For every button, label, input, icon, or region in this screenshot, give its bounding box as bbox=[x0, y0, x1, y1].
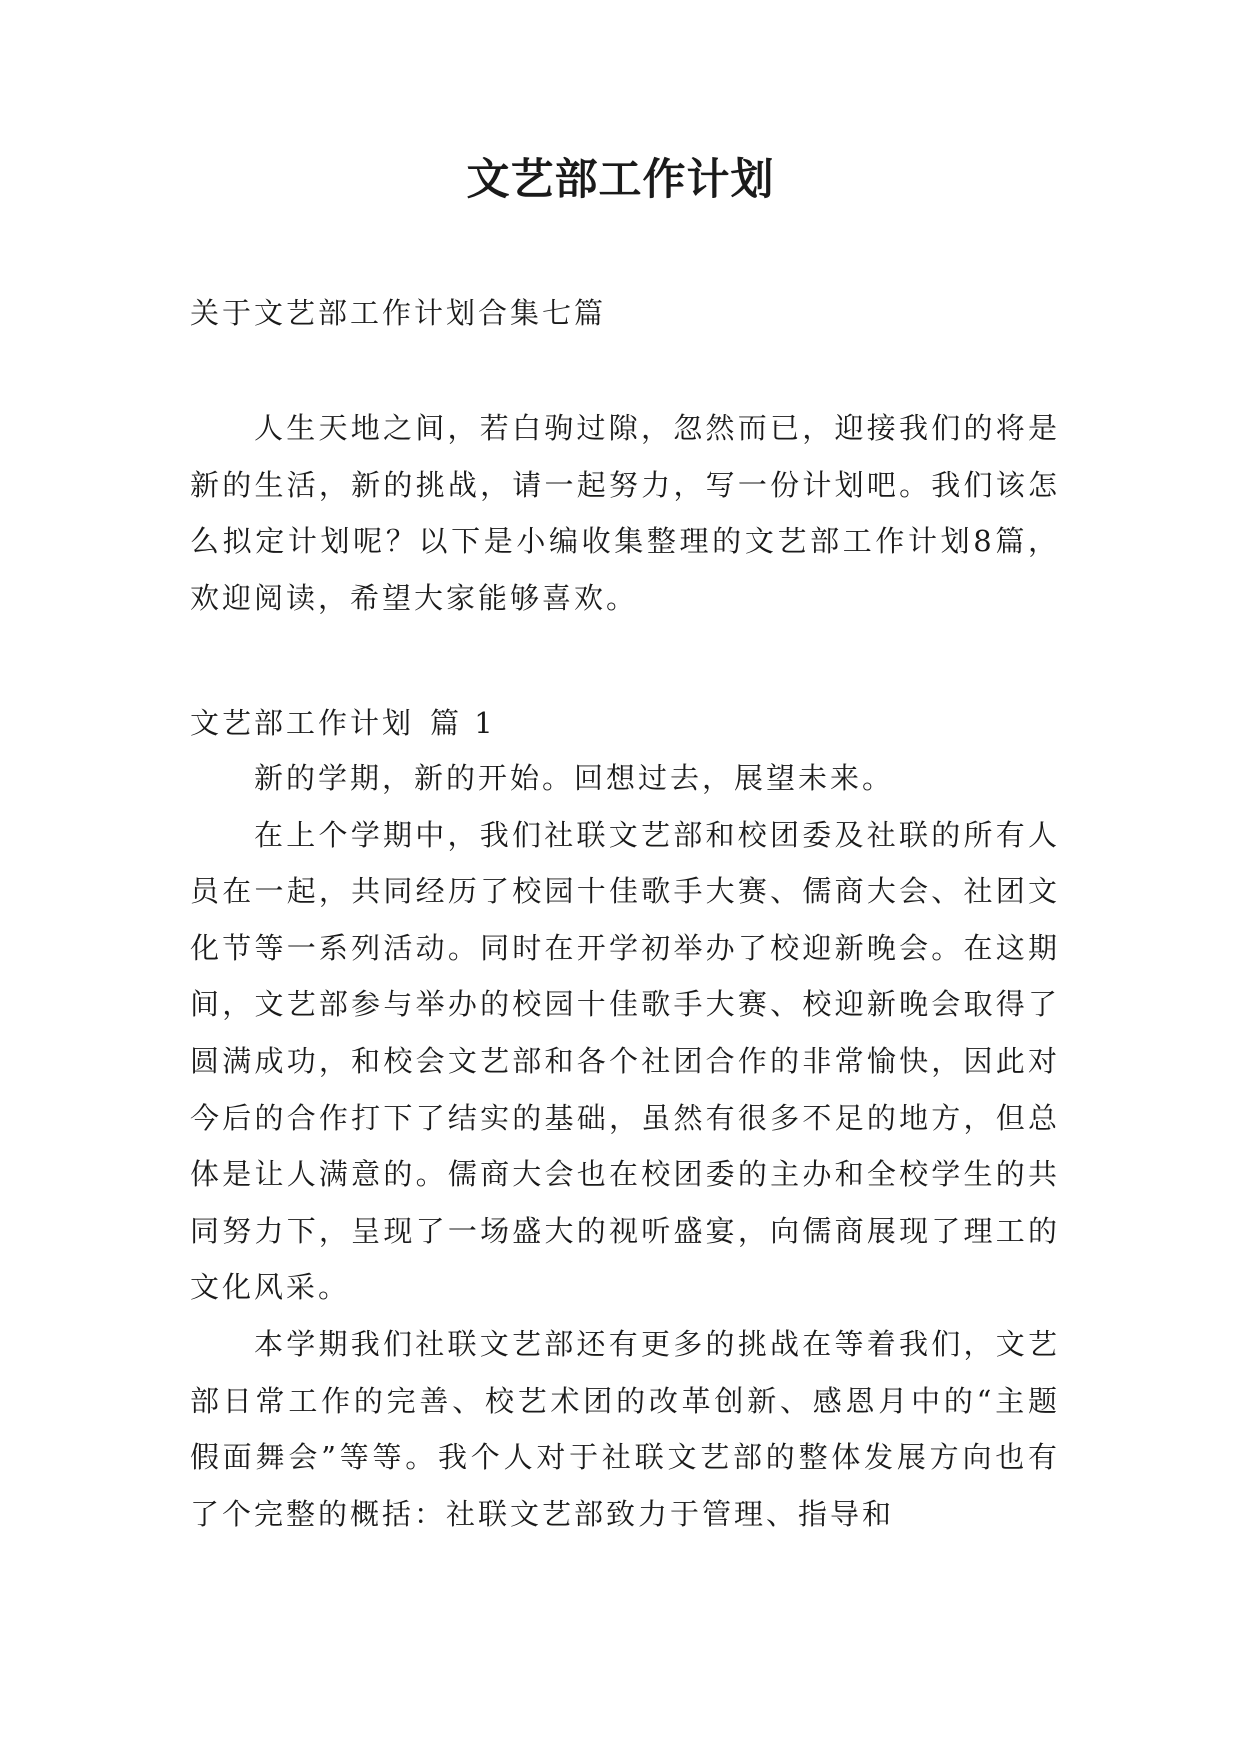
section-heading-number: 篇 1 bbox=[430, 706, 496, 740]
body-paragraph: 本学期我们社联文艺部还有更多的挑战在等着我们，文艺部日常工作的完善、校艺术团的改革创新、感恩月中的“主题假面舞会”等等。我个人对于社联文艺部的整体发展方向也有了个完整的概括：社联文艺部致力于管理、指导和 bbox=[190, 1326, 1060, 1531]
document-subtitle: 关于文艺部工作计划合集七篇 bbox=[190, 296, 607, 330]
section-heading bbox=[190, 703, 496, 743]
document-title: 文艺部工作计划 bbox=[466, 155, 775, 205]
intro-paragraph: 人生天地之间，若白驹过隙，忽然而已，迎接我们的将是新的生活，新的挑战，请一起努力，写一份计划吧。我们该怎么拟定计划呢？以下是小编收集整理的文艺部工作计划8篇，欢迎阅读，希望大家能够喜欢。 bbox=[190, 411, 1060, 615]
section-body bbox=[190, 750, 1060, 1542]
intro-block bbox=[190, 400, 1060, 626]
body-paragraph: 新的学期，新的开始。回想过去，展望未来。 bbox=[254, 761, 895, 795]
body-paragraph: 在上个学期中，我们社联文艺部和校团委及社联的所有人员在一起，共同经历了校园十佳歌手大赛、儒商大会、社团文化节等一系列活动。同时在开学初举办了校迎新晚会。在这期间，文艺部参与举办的校园十佳歌手大赛、校迎新晚会取得了圆满成功，和校会文艺部和各个社团合作的非常愉快，因此对今后的合作打下了结实的基础，虽然有很多不足的地方，但总体是让人满意的。儒商大会也在校团委的主办和全校学生的共同努力下，呈现了一场盛大的视听盛宴，向儒商展现了理工的文化风采。 bbox=[190, 817, 1060, 1305]
section-heading-title: 文艺部工作计划 bbox=[190, 706, 415, 740]
